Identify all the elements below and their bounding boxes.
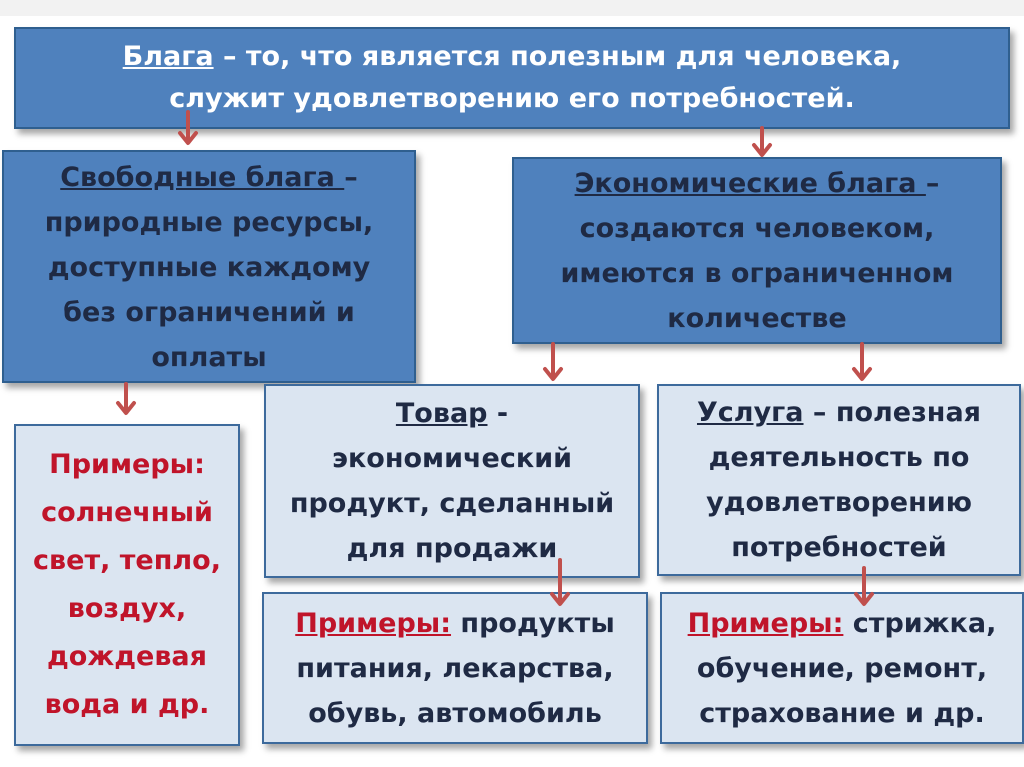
free-examples-label: Примеры: — [49, 449, 205, 480]
service-term: Услуга — [696, 397, 804, 428]
arrow-free-goods-to-examples — [118, 384, 134, 413]
goods-definition-line-1: Блага – то, что является полезным для человека, — [122, 41, 902, 72]
product-examples-line-3: обувь, автомобиль — [308, 697, 602, 729]
service-examples-label: Примеры: — [687, 607, 844, 639]
service-line-2: деятельность по — [708, 442, 970, 473]
free-examples-line-2: солнечный — [41, 497, 213, 528]
service-line-3: удовлетворению — [706, 487, 972, 518]
arrow-definition-to-free-goods — [180, 112, 196, 143]
economic-goods-line-3: имеются в ограниченном — [560, 257, 954, 289]
free-goods-term: Свободные блага — [60, 162, 345, 193]
service-examples-line-3: страхование и др. — [699, 697, 985, 729]
economic-goods-line-4: количестве — [667, 302, 847, 334]
free-goods-line-4: без ограничений и — [63, 297, 355, 328]
goods-definition-line-2: служит удовлетворению его потребностей. — [169, 83, 855, 114]
free-examples-line-5: дождевая — [47, 641, 207, 672]
product-examples-line-2: питания, лекарства, — [296, 652, 614, 684]
product-title: Товар - — [395, 398, 509, 429]
arrow-product-to-examples — [552, 560, 568, 604]
economic-goods-title: Экономические блага – — [574, 167, 940, 199]
product-examples-line-1: Примеры: продукты — [295, 607, 615, 639]
free-goods-line-3: доступные каждому — [47, 252, 371, 283]
arrow-service-to-examples — [856, 568, 872, 604]
free-goods-line-5: оплаты — [151, 342, 267, 373]
goods-term: Блага — [122, 41, 214, 72]
product-examples-label: Примеры: — [295, 607, 452, 639]
product-line-3: продукт, сделанный — [289, 488, 615, 519]
service-line-4: потребностей — [731, 532, 947, 563]
service-title: Услуга – полезная — [696, 397, 982, 428]
arrow-definition-to-economic-goods — [754, 128, 770, 155]
service-examples-line-1: Примеры: стрижка, — [687, 607, 997, 639]
product-line-2: экономический — [331, 443, 573, 474]
free-examples-line-3: свет, тепло, — [33, 545, 221, 576]
product-line-4: для продажи — [346, 533, 558, 564]
service-examples-line-2: обучение, ремонт, — [696, 652, 988, 684]
arrow-economic-goods-to-product — [545, 344, 561, 379]
free-goods-title: Свободные блага – — [60, 162, 358, 193]
free-examples-line-6: вода и др. — [44, 689, 210, 720]
economic-goods-line-2: создаются человеком, — [579, 212, 935, 244]
free-goods-line-2: природные ресурсы, — [44, 207, 374, 238]
economic-goods-term: Экономические блага — [574, 167, 926, 199]
product-term: Товар — [395, 398, 488, 429]
free-examples-line-4: воздух, — [67, 593, 187, 624]
arrow-economic-goods-to-service — [854, 344, 870, 379]
